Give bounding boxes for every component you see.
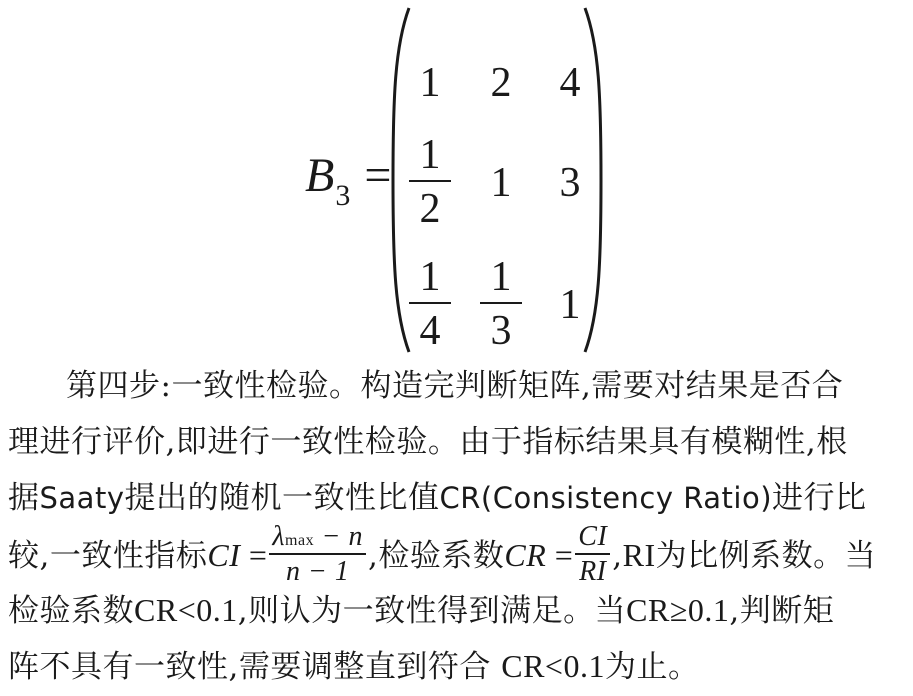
fraction-bar xyxy=(480,302,522,304)
saaty-name: Saaty xyxy=(39,481,125,515)
matrix-cell-r3c1 xyxy=(407,256,453,352)
fraction-numerator: 1 xyxy=(419,132,441,178)
cr-term: CR(Consistency Ratio) xyxy=(439,481,773,515)
cr-threshold: CR<0.1 xyxy=(134,592,238,628)
fraction-denominator: 2 xyxy=(419,186,441,232)
text-line-6 xyxy=(8,638,908,694)
text-segment: 为止。 xyxy=(604,649,700,685)
matrix-cell-r1c2: 2 xyxy=(490,60,512,106)
equals-sign: = xyxy=(364,149,392,202)
text-line-4 xyxy=(8,521,908,587)
text-segment: 较,一致性指标 xyxy=(8,538,208,574)
matrix-cell-r1c3: 4 xyxy=(559,60,581,106)
formula-denominator xyxy=(269,558,366,586)
text-line-1: 第四步:一致性检验。构造完判断矩阵,需要对结果是否合 xyxy=(66,368,844,404)
numerator-rest: − n xyxy=(314,521,363,552)
text-segment: 据 xyxy=(8,480,40,516)
matrix-cell-r1c1: 1 xyxy=(419,60,441,106)
lambda-symbol: λ xyxy=(272,521,286,552)
cr-formula xyxy=(575,523,610,586)
denominator-text: n − 1 xyxy=(286,556,350,587)
text-segment: , xyxy=(612,538,623,574)
fraction-bar xyxy=(409,302,451,304)
cr-symbol: CR xyxy=(504,537,547,573)
text-line-3 xyxy=(8,470,908,526)
ci-symbol: CI xyxy=(207,537,241,573)
text-segment: ,则认为一致性得到满足。当 xyxy=(237,593,627,629)
text-line-2: 理进行评价,即进行一致性检验。由于指标结果具有模糊性,根 xyxy=(8,424,848,460)
cr-threshold: CR<0.1 xyxy=(501,648,605,684)
numerator-text: CI xyxy=(578,521,608,552)
fraction-denominator: 3 xyxy=(490,308,512,354)
cr-threshold: CR≥0.1 xyxy=(626,592,730,628)
fraction-denominator: 4 xyxy=(419,308,441,354)
formula-numerator xyxy=(269,523,366,551)
fraction-numerator: 1 xyxy=(419,254,441,300)
fraction-bar xyxy=(409,180,451,182)
fraction-numerator: 1 xyxy=(490,254,512,300)
matrix-cell-r2c3: 3 xyxy=(559,160,581,206)
text-segment: 阵不具有一致性,需要调整直到符合 xyxy=(8,649,502,685)
matrix-cell-r2c1 xyxy=(407,134,453,230)
ri-term: RI xyxy=(622,537,656,573)
matrix-cell-r3c2 xyxy=(478,256,524,352)
body-paragraph xyxy=(8,358,908,694)
fraction-bar xyxy=(575,553,610,555)
denominator-text: RI xyxy=(579,556,607,587)
matrix-label xyxy=(305,149,392,212)
text-segment: 为比例系数。当 xyxy=(655,538,877,574)
fraction-bar xyxy=(269,553,366,555)
text-segment: 提出的随机一致性比值 xyxy=(124,480,440,516)
text-line-5 xyxy=(8,582,908,638)
matrix-symbol: B xyxy=(305,149,335,202)
matrix-subscript: 3 xyxy=(335,179,351,212)
ci-formula xyxy=(269,523,366,586)
formula-numerator xyxy=(575,523,610,551)
text-segment: ,判断矩 xyxy=(729,593,835,629)
matrix-cell-r3c3: 1 xyxy=(559,282,581,328)
text-segment: 进行比 xyxy=(772,480,867,516)
formula-denominator xyxy=(575,558,610,586)
matrix-cell-r2c2: 1 xyxy=(490,160,512,206)
text-segment: 检验系数 xyxy=(8,593,134,629)
text-segment: ,检验系数 xyxy=(368,538,505,574)
equals-sign: = xyxy=(546,537,574,573)
max-subscript: max xyxy=(285,532,315,549)
equals-sign: = xyxy=(240,537,268,573)
